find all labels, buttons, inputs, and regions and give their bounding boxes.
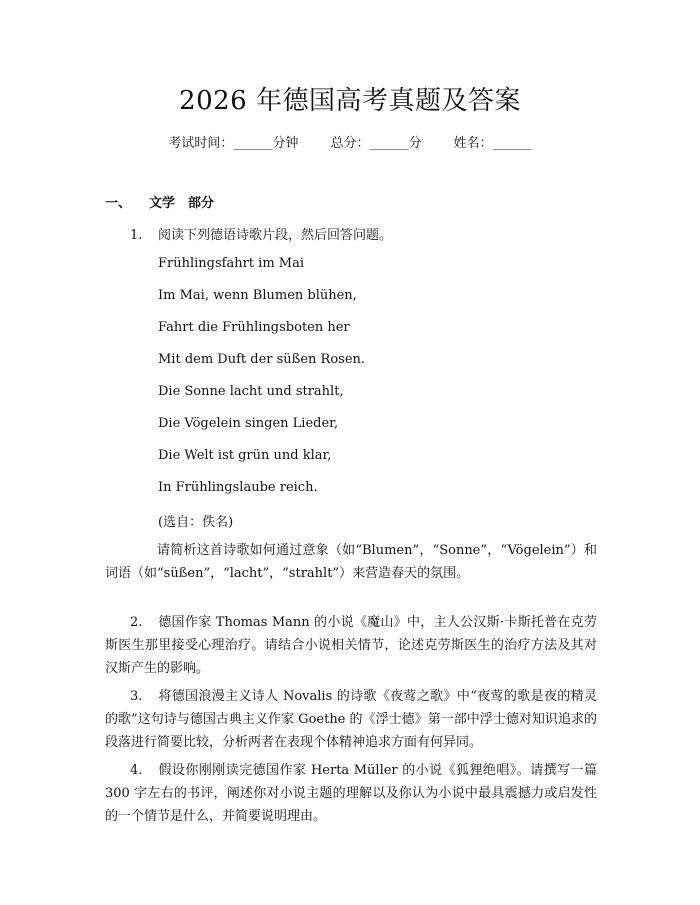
- student-name-field: 姓名：______: [453, 136, 532, 151]
- section-title: 文学 部分: [149, 196, 215, 211]
- question-3: [105, 685, 597, 754]
- poem-line: Die Vögelein singen Lieder,: [158, 416, 339, 431]
- question-number: 2.: [130, 615, 143, 630]
- poem-line: Die Welt ist grün und klar,: [158, 448, 332, 463]
- question-text: 阅读下列德语诗歌片段，然后回答问题。: [158, 228, 393, 243]
- question-text: 假设你刚刚读完德国作家 Herta Müller 的小说《狐狸绝唱》。请撰写一篇 300 字左右的书评，阐述你对小说主题的理解以及你认为小说中最具震撼力或启发性的一个情节是什么，并简要说明理由。: [105, 763, 597, 824]
- exam-meta: [0, 132, 700, 151]
- poem-line: Frühlingsfahrt im Mai: [158, 256, 305, 271]
- question-number: 1.: [130, 228, 143, 243]
- poem-line: Mit dem Duft der süßen Rosen.: [158, 352, 366, 367]
- question-number: 4.: [130, 763, 143, 778]
- poem-line: In Frühlingslaube reich.: [158, 480, 318, 495]
- exam-time-field: 考试时间：______分钟: [168, 136, 299, 151]
- poem-line: Die Sonne lacht und strahlt,: [158, 384, 344, 399]
- poem-source: (选自：佚名): [158, 515, 234, 530]
- section-heading: [105, 192, 214, 211]
- poem-line: Im Mai, wenn Blumen blühen,: [158, 288, 357, 303]
- question-text: 德国作家 Thomas Mann 的小说《魔山》中，主人公汉斯·卡斯托普在克劳斯医生那里接受心理治疗。请结合小说相关情节，论述克劳斯医生的治疗方法及其对汉斯产生的影响。: [105, 615, 597, 676]
- question-1: [130, 224, 392, 247]
- section-number: 一、: [105, 196, 132, 211]
- question-1-prompt: 请简析这首诗歌如何通过意象（如“Blumen”，“Sonne”，“Vögelein”）和词语（如“süßen”，“lacht”，“strahlt”）来营造春天的氛围。: [105, 543, 597, 581]
- question-number: 3.: [130, 689, 143, 704]
- total-score-field: 总分：______分: [330, 136, 422, 151]
- question-4: [105, 759, 597, 828]
- question-2: [105, 611, 597, 680]
- poem-line: Fahrt die Frühlingsboten her: [158, 320, 350, 335]
- question-text: 将德国浪漫主义诗人 Novalis 的诗歌《夜莺之歌》中“夜莺的歌是夜的精灵的歌”这句诗与德国古典主义作家 Goethe 的《浮士德》第一部中浮士德对知识追求的段落进行简要比较，分析两者在表现个体精神追求方面有何异同。: [105, 689, 597, 750]
- page-title: 2026 年德国高考真题及答案: [179, 86, 521, 116]
